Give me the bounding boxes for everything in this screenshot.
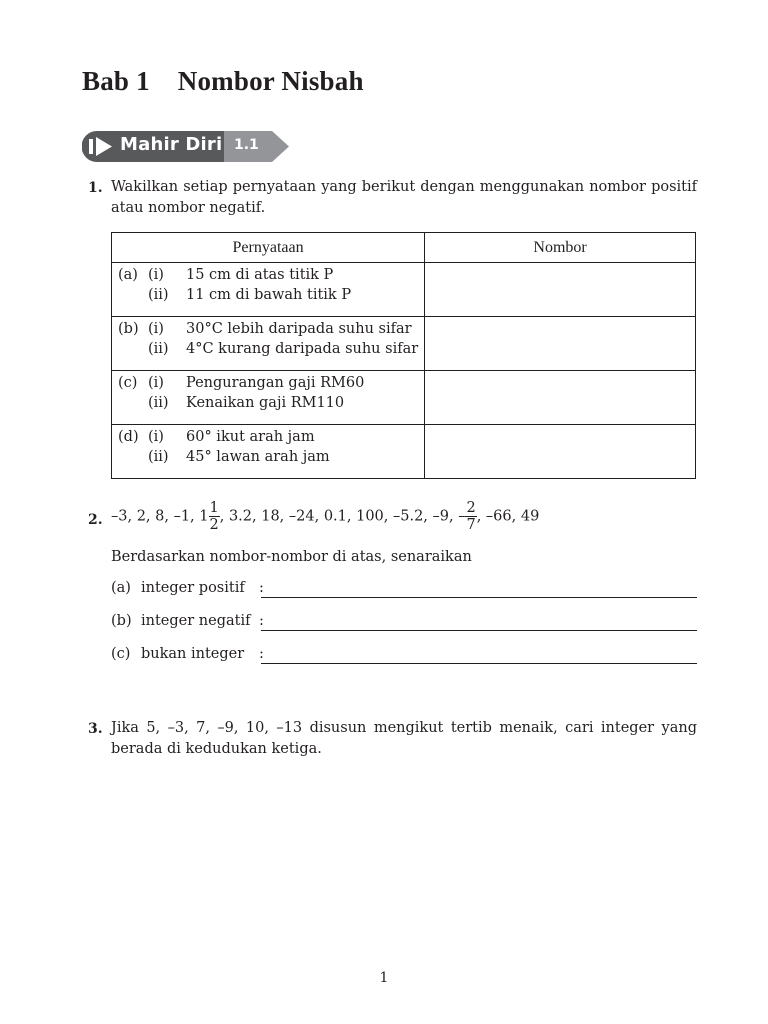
statement-cell (112, 425, 425, 479)
question-text: Wakilkan setiap pernyataan yang berikut dengan menggunakan nombor positif atau nombor negatif. (111, 179, 697, 216)
fraction-denominator: 7 (466, 517, 476, 533)
answer-row (111, 580, 264, 602)
header-pernyataan: Pernyataan (112, 233, 425, 263)
fraction-numerator: 2 (466, 500, 476, 516)
roman-label: (ii) (148, 341, 169, 357)
answer-cell[interactable] (425, 425, 696, 479)
answer-row (111, 646, 264, 668)
answer-line[interactable] (261, 630, 697, 631)
part-colon: : (259, 646, 264, 662)
fraction-denominator: 2 (209, 517, 219, 533)
chapter-heading (82, 66, 364, 97)
part-text: bukan integer (141, 646, 245, 662)
answer-cell[interactable] (425, 317, 696, 371)
answer-line[interactable] (261, 597, 697, 598)
statement-text: 4°C kurang daripada suhu sifar (186, 341, 419, 357)
sequence-part: , 3.2, 18, –24, 0.1, 100, –5.2, –9, – (219, 508, 466, 525)
badge-number: 1.1 (234, 137, 259, 153)
part-label: (c) (111, 646, 131, 662)
row-label: (b) (118, 321, 139, 337)
sequence-part: , –66, 49 (476, 508, 540, 525)
statement-text: Kenaikan gaji RM110 (186, 395, 345, 411)
roman-label: (i) (148, 375, 164, 391)
table-row (112, 263, 696, 317)
part-colon: : (259, 613, 264, 629)
question-number: 2. (88, 512, 103, 528)
statement-text: Pengurangan gaji RM60 (186, 375, 365, 391)
statement-table (111, 232, 696, 479)
statement-text: 15 cm di atas titik P (186, 267, 334, 283)
statement-text: 11 cm di bawah titik P (186, 287, 352, 303)
question-instruction: Berdasarkan nombor-nombor di atas, senaraikan (111, 549, 472, 565)
roman-label: (i) (148, 267, 164, 283)
number-sequence (111, 500, 539, 540)
statement-cell (112, 371, 425, 425)
question-number: 1. (88, 180, 103, 196)
question-number: 3. (88, 721, 103, 737)
page-number: 1 (379, 970, 389, 986)
roman-label: (ii) (148, 395, 169, 411)
statement-text: 30°C lebih daripada suhu sifar (186, 321, 412, 337)
statement-cell (112, 317, 425, 371)
row-label: (a) (118, 267, 138, 283)
table-header-row (112, 233, 696, 263)
statement-cell (112, 263, 425, 317)
header-nombor: Nombor (425, 233, 696, 263)
roman-label: (i) (148, 429, 164, 445)
part-text: integer negatif (141, 613, 251, 629)
roman-label: (ii) (148, 449, 169, 465)
chapter-number: Bab 1 (82, 66, 150, 96)
part-label: (b) (111, 613, 132, 629)
row-label: (d) (118, 429, 139, 445)
answer-cell[interactable] (425, 263, 696, 317)
mahir-diri-badge (82, 131, 292, 162)
statement-text: 60° ikut arah jam (186, 429, 315, 445)
table-row (112, 371, 696, 425)
part-label: (a) (111, 580, 131, 596)
table-row (112, 317, 696, 371)
fraction-one-half (209, 500, 220, 533)
table-row (112, 425, 696, 479)
roman-label: (ii) (148, 287, 169, 303)
sequence-part: –3, 2, 8, –1, 1 (111, 508, 209, 525)
statement-text: 45° lawan arah jam (186, 449, 330, 465)
fraction-numerator: 1 (209, 500, 219, 516)
answer-cell[interactable] (425, 371, 696, 425)
part-colon: : (259, 580, 264, 596)
badge-label: Mahir Diri (120, 134, 223, 155)
question-text: Jika 5, –3, 7, –9, 10, –13 disusun mengikut tertib menaik, cari integer yang berada di kedudukan ketiga. (111, 720, 697, 757)
answer-line[interactable] (261, 663, 697, 664)
part-text: integer positif (141, 580, 245, 596)
fraction-two-sevenths (465, 500, 476, 533)
chapter-title: Nombor Nisbah (177, 66, 364, 96)
roman-label: (i) (148, 321, 164, 337)
answer-row (111, 613, 264, 635)
row-label: (c) (118, 375, 138, 391)
